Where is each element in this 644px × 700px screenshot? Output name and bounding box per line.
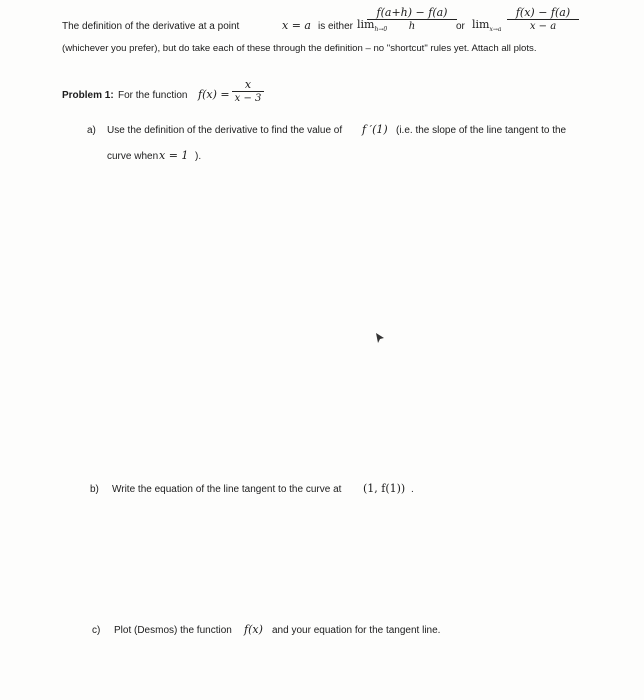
function-math: f(x) xyxy=(244,623,263,636)
part-c-letter: c) xyxy=(92,625,101,636)
condition-math: x = 1 xyxy=(159,149,189,162)
part-a-text-4: ). xyxy=(195,151,202,162)
derivative-math: f ′(1) xyxy=(362,123,388,136)
part-b-text: Write the equation of the line tangent to the curve at xyxy=(112,484,342,495)
tangent-point-math: (1, f(1)) xyxy=(363,482,406,495)
part-c-text: Plot (Desmos) the function xyxy=(114,625,232,636)
point-math: x = a xyxy=(282,19,311,32)
difference-quotient-2: $\frac{f(x) - f(a)}{x - a}$ xyxy=(507,6,579,33)
difference-quotient-1: $\frac{f(a+h) - f(a)}{h}$ xyxy=(367,6,457,33)
part-b-text-2: . xyxy=(411,484,414,495)
limit-1: $\lim_{h\to 0}$ xyxy=(357,18,388,34)
function-lhs: f(x) = xyxy=(198,88,230,101)
mouse-pointer-icon xyxy=(374,332,386,344)
part-a-letter: a) xyxy=(87,125,96,136)
limit-2: $\lim_{x\to a}$ xyxy=(472,18,502,34)
part-c-text-2: and your equation for the tangent line. xyxy=(272,625,441,636)
intro-text-prefix: The definition of the derivative at a point xyxy=(62,21,240,32)
problem-label: Problem 1: xyxy=(62,90,114,101)
is-either-text: is either xyxy=(318,21,354,32)
intro-instructions: (whichever you prefer), but do take each of these through the definition – no "shortcut" rules yet. Attach all plots. xyxy=(62,43,537,54)
part-b-letter: b) xyxy=(90,484,99,495)
part-a-text-2: (i.e. the slope of the line tangent to the xyxy=(396,125,567,136)
or-text: or xyxy=(456,21,465,32)
function-fraction: $\frac{x}{x - 3}$ xyxy=(232,78,264,105)
part-a-text: Use the definition of the derivative to find the value of xyxy=(107,125,343,136)
problem-text: For the function xyxy=(118,90,188,101)
part-a-text-3: curve when xyxy=(107,151,159,162)
